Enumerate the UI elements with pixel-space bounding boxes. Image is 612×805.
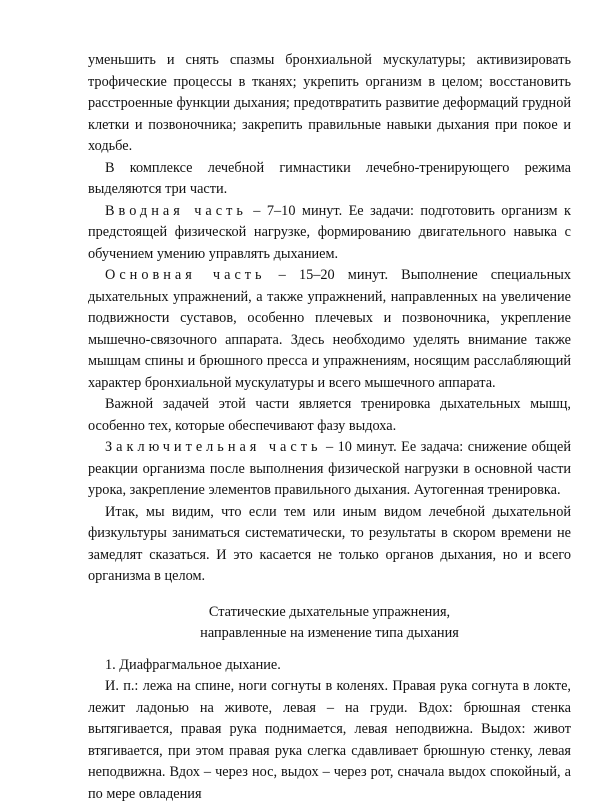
paragraph-final-part bbox=[88, 437, 571, 502]
exercise-description: И. п.: лежа на спине, ноги согнуты в коленях. Правая рука согнута в локте, лежит ладонью на животе, левая – на груди. Вдох: брюшная стенка вытягивается, правая рука поднимается, левая неподвижна. Выдох: живот втягивается, при этом правая рука слегка сдавливает брюшную стенку, левая неподвижна. Вдох – через нос, выдох – через рот, сначала выдох спокойный, а по мере овладения bbox=[88, 678, 571, 802]
section-gap-2 bbox=[88, 645, 571, 655]
final-part-label: Заключительная часть bbox=[105, 439, 322, 455]
paragraph-three-parts: В комплексе лечебной гимнастики лечебно-тренирующего режима выделяются три части. bbox=[88, 159, 571, 197]
paragraph-goals: уменьшить и снять спазмы бронхиальной мускулатуры; активизировать трофические процессы в тканях; укрепить организм в целом; восстановить расстроенные функции дыхания; предотвратить развитие деформаций грудной клетки и позвоночника; закрепить правильные навыки дыхания при покое и ходьбе. bbox=[88, 52, 571, 154]
intro-part-label: Вводная часть bbox=[105, 202, 247, 219]
section-heading-line-1: Статические дыхательные упражнения, bbox=[208, 603, 451, 620]
section-gap bbox=[88, 588, 571, 602]
main-part-text: – 15–20 минут. Выполнение специальных дыхательных упражнений, а также упражнений, направленных на увеличение подвижности суставов, особенно плечевых и позвоночника, укрепление мышечно-связочного аппарата. Здесь необходимо уделять внимание также мышцам спины и брюшного пресса и упражнениям, носящим расслабляющий характер бронхиальной мускулатуры и всего мышечного аппарата. bbox=[88, 267, 571, 391]
paragraph-conclusion: Итак, мы видим, что если тем или иным видом лечебной дыхательной физкультуры заниматься систематически, то результаты в скором времени не замедлят сказаться. И это касается не только органов дыхания, но и всего организма в целом. bbox=[88, 503, 571, 584]
paragraph-main-part bbox=[88, 265, 571, 394]
section-heading-line-2: направленные на изменение типа дыхания bbox=[200, 625, 459, 641]
document-page bbox=[88, 50, 571, 805]
intro-part-text: – 7–10 минут. Ее задачи: подготовить организм к предстоящей физической нагрузке, формированию двигательного навыка с обучением умению управлять дыханием. bbox=[88, 202, 571, 262]
exercise-title: 1. Диафрагмальное дыхание. bbox=[105, 656, 281, 673]
paragraph-intro-part bbox=[88, 201, 571, 266]
final-part-text: – 10 минут. Ее задача: снижение общей реакции организма после выполнения физической нагрузки в основной части урока, закрепление элементов правильного дыхания. Аутогенная тренировка. bbox=[88, 439, 571, 498]
main-part-label: Основная часть bbox=[105, 267, 266, 283]
paragraph-main-task: Важной задачей этой части является тренировка дыхательных мышц, особенно тех, которые обеспечивают фазу выдоха. bbox=[88, 396, 571, 434]
